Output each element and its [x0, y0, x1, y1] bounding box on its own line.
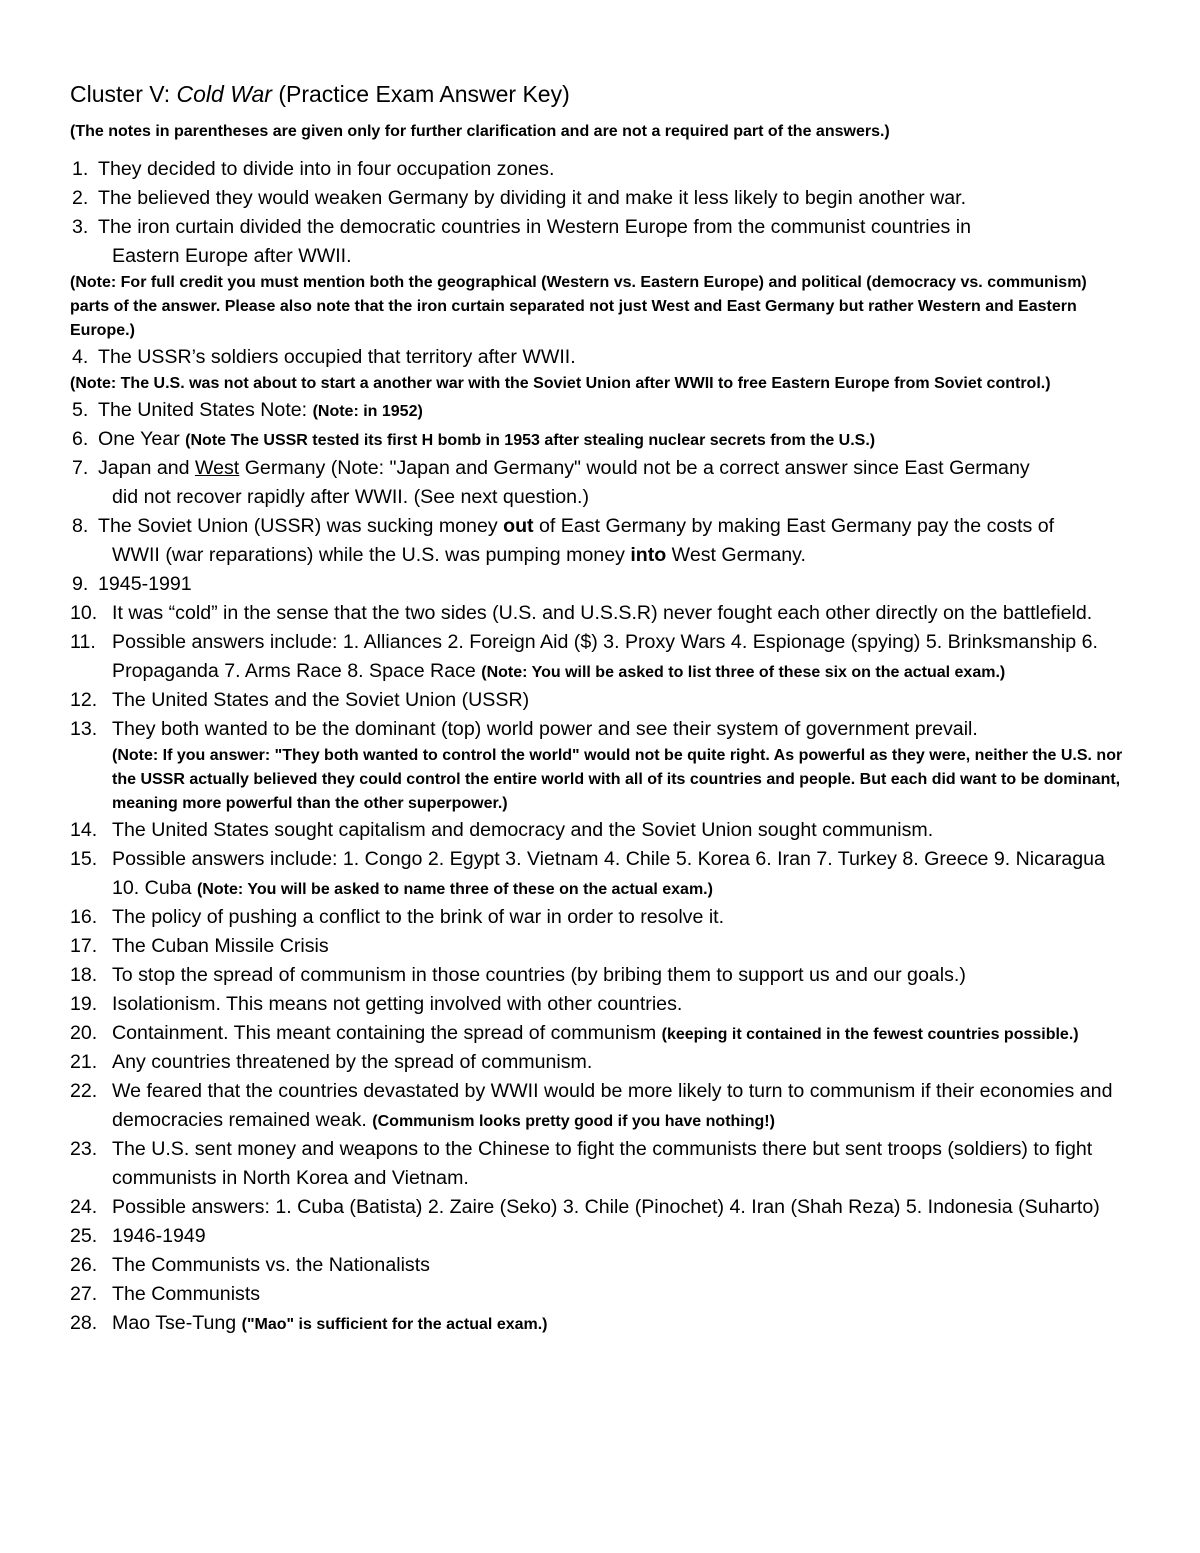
answer-item-20: 20. Containment. This meant containing the spread of communism (keeping it contained in the fewest countries possible.): [70, 1022, 1079, 1044]
answer-item-2: 2. The believed they would weaken Germany by dividing it and make it less likely to begin another war.: [72, 187, 967, 209]
answer-item-27: 27. The Communists: [70, 1283, 261, 1305]
page-title: Cluster V: Cold War (Practice Exam Answer Key): [70, 81, 570, 107]
answer-item-19: 19. Isolationism. This means not getting involved with other countries.: [70, 993, 683, 1015]
answer-item-23: 23. The U.S. sent money and weapons to the Chinese to fight the communists there but sent troops (soldiers) to fight communists in North Korea and Vietnam.: [70, 1138, 1093, 1189]
intro-note: (The notes in parentheses are given only for further clarification and are not a required part of the answers.): [70, 123, 890, 140]
answer-note-3: (Note: For full credit you must mention both the geographical (Western vs. Eastern Europe) and political (democracy vs. communism) parts of the answer. Please also note that the iron curtain separated not just West and East Germany but rather Western and Eastern Europe.): [70, 274, 1087, 339]
answer-item-12: 12. The United States and the Soviet Union (USSR): [70, 689, 530, 711]
answer-item-3: 3. The iron curtain divided the democratic countries in Western Europe from the communist countries in Eastern Europe after WWII.: [72, 216, 972, 267]
answer-item-15: 15. Possible answers include: 1. Congo 2. Egypt 3. Vietnam 4. Chile 5. Korea 6. Iran 7. Turkey 8. Greece 9. Nicaragua 10. Cuba (Note: You will be asked to name three of these on the actual exam.): [70, 848, 1105, 899]
answer-item-9: 9. 1945-1991: [72, 573, 192, 595]
answer-item-11: 11. Possible answers include: 1. Alliances 2. Foreign Aid ($) 3. Proxy Wars 4. Espionage (spying) 5. Brinksmanship 6. Propaganda 7. Arms Race 8. Space Race (Note: You will be asked to list three of these six on the actual exam.): [70, 631, 1098, 682]
answer-item-13: 13. They both wanted to be the dominant (top) world power and see their system of government prevail. (Note: If you answer: "They both wanted to control the world" would not be quite right. As powerful as they were, neither the U.S. nor the USSR actually believed they could control the entire world with all of its countries and people. But each did want to be dominant, meaning more powerful than the other superpower.): [70, 718, 1123, 812]
answer-item-21: 21. Any countries threatened by the spread of communism.: [70, 1051, 593, 1073]
answer-item-26: 26. The Communists vs. the Nationalists: [70, 1254, 430, 1276]
answer-item-28: 28. Mao Tse-Tung ("Mao" is sufficient for the actual exam.): [70, 1312, 548, 1334]
answer-list: [70, 155, 1130, 1338]
answer-item-16: 16. The policy of pushing a conflict to the brink of war in order to resolve it.: [70, 906, 725, 928]
answer-item-5: 5. The United States Note: (Note: in 1952): [72, 399, 423, 421]
answer-item-17: 17. The Cuban Missile Crisis: [70, 935, 329, 957]
answer-item-1: 1. They decided to divide into in four occupation zones.: [72, 158, 555, 180]
answer-item-10: 10. It was “cold” in the sense that the two sides (U.S. and U.S.S.R) never fought each other directly on the battlefield.: [70, 602, 1093, 624]
answer-item-6: 6. One Year (Note The USSR tested its first H bomb in 1953 after stealing nuclear secrets from the U.S.): [72, 428, 876, 450]
answer-item-14: 14. The United States sought capitalism and democracy and the Soviet Union sought communism.: [70, 819, 934, 841]
answer-item-8: 8. The Soviet Union (USSR) was sucking money out of East Germany by making East Germany pay the costs of WWII (war reparations) while the U.S. was pumping money into West Germany.: [72, 515, 1055, 566]
answer-item-7: 7. Japan and West Germany (Note: "Japan and Germany" would not be a correct answer since East Germany did not recover rapidly after WWII. (See next question.): [72, 457, 1030, 508]
answer-item-18: 18. To stop the spread of communism in those countries (by bribing them to support us and our goals.): [70, 964, 966, 986]
answer-item-24: 24. Possible answers: 1. Cuba (Batista) 2. Zaire (Seko) 3. Chile (Pinochet) 4. Iran (Shah Reza) 5. Indonesia (Suharto): [70, 1196, 1100, 1218]
answer-item-4: 4. The USSR’s soldiers occupied that territory after WWII.: [72, 346, 576, 368]
answer-item-22: 22. We feared that the countries devastated by WWII would be more likely to turn to communism if their economies and democracies remained weak. (Communism looks pretty good if you have nothing!): [70, 1080, 1113, 1131]
answer-note-4: (Note: The U.S. was not about to start a another war with the Soviet Union after WWII to free Eastern Europe from Soviet control.): [70, 375, 1051, 392]
answer-item-25: 25. 1946-1949: [70, 1225, 206, 1247]
